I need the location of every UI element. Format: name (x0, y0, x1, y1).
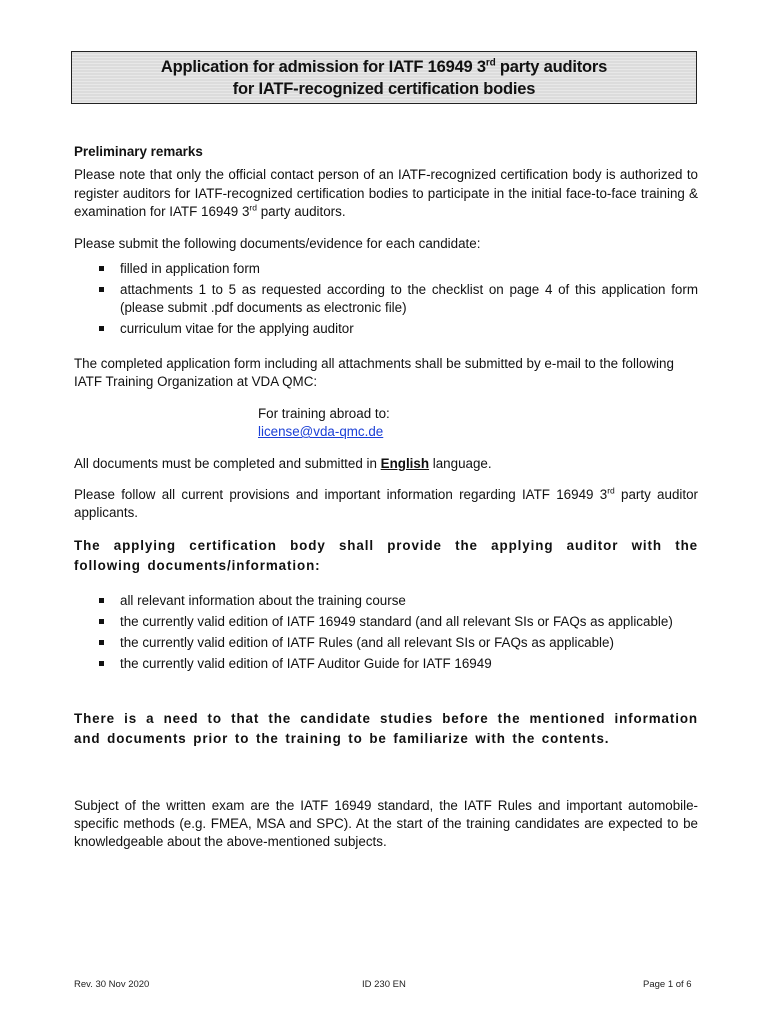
preliminary-suffix: party auditors. (256, 204, 346, 219)
submit-intro: Please submit the following documents/evidence for each candidate: (74, 236, 481, 251)
provide-item: the currently valid edition of IATF Auditor Guide for IATF 16949 (74, 655, 698, 673)
title-box (71, 51, 697, 104)
title-line-1-suffix: party auditors (495, 58, 608, 76)
email-link[interactable]: license@vda-qmc.de (258, 424, 384, 439)
title-line-1 (72, 56, 696, 78)
title-line-1-text: Application for admission for IATF 16949 3 (160, 58, 486, 76)
subject-paragraph: Subject of the written exam are the IATF 16949 standard, the IATF Rules and important automobile-specific methods (e.g. FMEA, MSA and SPC). At the start of the training candidates are expected to be knowledgeable about the above-mentioned subjects. (74, 798, 698, 849)
submit-list (74, 260, 698, 338)
provide-item: the currently valid edition of IATF 16949 standard (and all relevant SIs or FAQs as applicable) (74, 613, 698, 631)
abroad-email-row (258, 423, 383, 441)
submit-item: curriculum vitae for the applying auditor (74, 320, 698, 338)
language-word: English (380, 456, 430, 471)
footer-revision: Rev. 30 Nov 2020 (74, 979, 150, 990)
footer-document-id: ID 230 EN (362, 979, 406, 990)
language-paragraph (74, 455, 698, 473)
completed-paragraph: The completed application form including all attachments shall be submitted by e-mail to the following IATF Training Organization at VDA QMC: (74, 356, 674, 389)
follow-suffix: party auditor applicants. (74, 487, 699, 520)
submit-item: filled in application form (74, 260, 698, 278)
preliminary-superscript: rd (249, 202, 257, 213)
follow-text: Please follow all current provisions and important information regarding IATF 16949 3 (74, 487, 608, 502)
title-line-2: for IATF-recognized certification bodies (232, 80, 536, 98)
preliminary-paragraph (74, 166, 698, 222)
provide-heading: The applying certification body shall provide the applying auditor with the following documents/information: (74, 538, 698, 573)
preliminary-heading: Preliminary remarks (74, 144, 203, 159)
submit-item: attachments 1 to 5 as requested according to the checklist on page 4 of this application form (please submit .pdf documents as electronic file) (74, 281, 698, 317)
follow-paragraph (74, 486, 698, 522)
provide-item: the currently valid edition of IATF Rules (and all relevant SIs or FAQs as applicable) (74, 634, 698, 652)
language-suffix: language. (429, 456, 492, 471)
provide-list (74, 592, 698, 673)
need-paragraph: There is a need to that the candidate studies before the mentioned information and documents prior to the training to be familiarize with the contents. (74, 711, 698, 746)
language-text: All documents must be completed and submitted in (74, 456, 381, 471)
preliminary-text: Please note that only the official contact person of an IATF-recognized certification body is authorized to register auditors for IATF-recognized certification bodies to participate in the initial face-to-face training & examination for IATF 16949 3 (74, 167, 698, 219)
abroad-label: For training abroad to: (258, 406, 390, 421)
title-line-1-superscript: rd (485, 57, 496, 69)
footer-page-number: Page 1 of 6 (643, 979, 692, 990)
follow-superscript: rd (607, 485, 615, 496)
provide-item: all relevant information about the training course (74, 592, 698, 610)
